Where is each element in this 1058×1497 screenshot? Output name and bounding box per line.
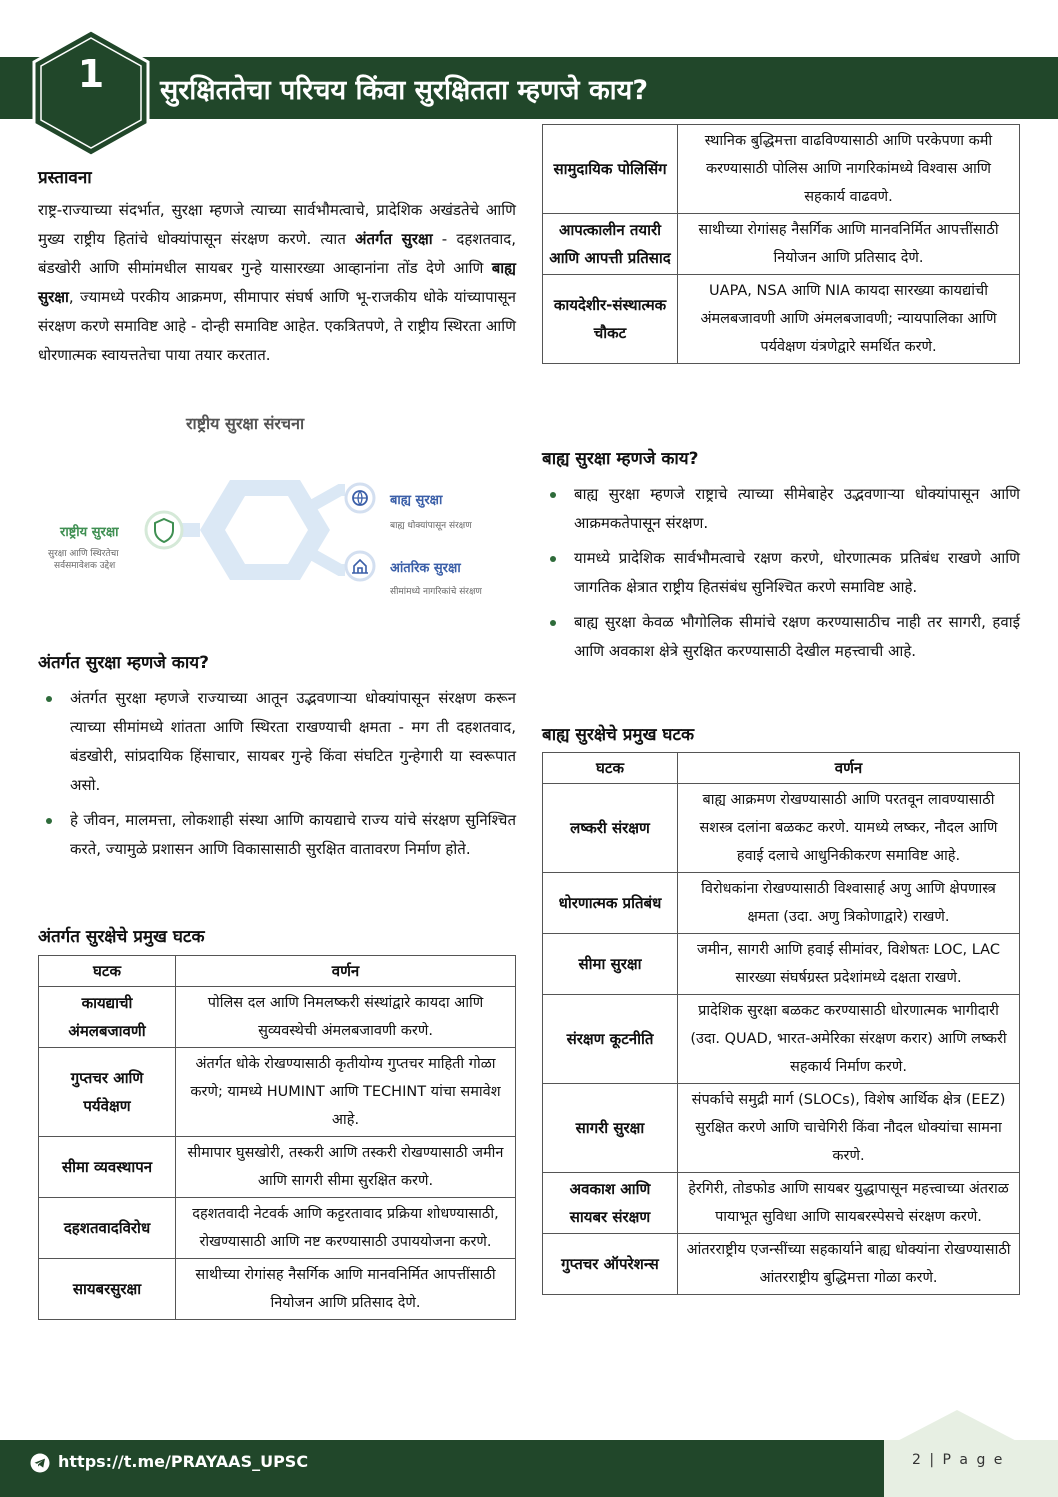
internal-components-table-continued	[542, 124, 1020, 364]
external-heading: बाह्य सुरक्षा म्हणजे काय?	[542, 449, 699, 469]
table-header: घटक	[543, 753, 678, 784]
table-row: गुप्तचर ऑपरेशन्स आंतरराष्ट्रीय एजन्सींच्या सहकार्याने बाह्य धोक्यांना रोखण्यासाठी आंतरराष्ट्रीय बुद्धिमत्ता गोळा करणे.	[543, 1234, 1020, 1295]
page-title: सुरक्षिततेचा परिचय किंवा सुरक्षितता म्हणजे काय?	[160, 75, 648, 106]
external-table-heading: बाह्य सुरक्षेचे प्रमुख घटक	[542, 725, 695, 745]
diagram-root-sub2: सर्वसमावेशक उद्देश	[54, 561, 116, 571]
intro-paragraph: राष्ट्र-राज्याच्या संदर्भात, सुरक्षा म्हणजे त्याच्या सार्वभौमत्वाचे, प्रादेशिक अखंडतेचे आणि मुख्य राष्ट्रीय हितांचे धोक्यांपासून संरक्षण करणे. त्यात अंतर्गत सुरक्षा - दहशतवाद, बंडखोरी आणि सीमांमधील सायबर गुन्हे यासारख्या आव्हानांना तोंड देणे आणि बाह्य सुरक्षा, ज्यामध्ये परकीय आक्रमण, सीमापार संघर्ष आणि भू-राजकीय धोके यांच्यापासून संरक्षण करणे समाविष्ट आहे - दोन्ही समाविष्ट आहेत. एकत्रितपणे, ते राष्ट्रीय स्थिरता आणि धोरणात्मक स्वायत्ततेचा पाया तयार करतात.	[38, 201, 516, 364]
telegram-link[interactable]: https://t.me/PRAYAAS_UPSC	[58, 1452, 309, 1471]
diagram-root-label: राष्ट्रीय सुरक्षा	[60, 525, 119, 540]
table-row: सीमा सुरक्षा जमीन, सागरी आणि हवाई सीमांवर, विशेषतः LOC, LAC सारख्या संघर्षग्रस्त प्रदेशांमध्ये दक्षता राखणे.	[543, 934, 1020, 995]
list-item: बाह्य सुरक्षा म्हणजे राष्ट्राचे त्याच्या सीमेबाहेर उद्भवणाऱ्या धोक्यांपासून आणि आक्रमकतेपासून संरक्षण.	[542, 480, 1020, 538]
table-row: दहशतवादविरोध दहशतवादी नेटवर्क आणि कट्टरतावाद प्रक्रिया शोधण्यासाठी, रोखण्यासाठी आणि नष्ट करण्यासाठी उपाययोजना करणे.	[39, 1198, 516, 1259]
list-item: अंतर्गत सुरक्षा म्हणजे राज्याच्या आतून उद्भवणाऱ्या धोक्यांपासून संरक्षण करून त्याच्या सीमांमध्ये शांतता आणि स्थिरता राखण्याची क्षमता - मग ती दहशतवाद, बंडखोरी, सांप्रदायिक हिंसाचार, सायबर गुन्हे किंवा संघटित गुन्हेगारी या स्वरूपात असो.	[38, 684, 516, 800]
table-row: धोरणात्मक प्रतिबंध विरोधकांना रोखण्यासाठी विश्वासार्ह अणु आणि क्षेपणास्त्र क्षमता (उदा. अणु त्रिकोणाद्वारे) राखणे.	[543, 873, 1020, 934]
external-components-table	[542, 752, 1020, 1295]
diagram-external-sub: बाह्य धोक्यांपासून संरक्षण	[390, 521, 472, 531]
internal-table-heading: अंतर्गत सुरक्षेचे प्रमुख घटक	[38, 927, 205, 947]
diagram-title: राष्ट्रीय सुरक्षा संरचना	[186, 414, 305, 433]
internal-components-table	[38, 955, 516, 1320]
table-row: संरक्षण कूटनीति प्रादेशिक सुरक्षा बळकट करण्यासाठी धोरणात्मक भागीदारी (उदा. QUAD, भारत-अमेरिका संरक्षण करार) आणि लष्करी सहकार्य निर्माण करणे.	[543, 995, 1020, 1084]
list-item: बाह्य सुरक्षा केवळ भौगोलिक सीमांचे रक्षण करण्यासाठीच नाही तर सागरी, हवाई आणि अवकाश क्षेत्रे सुरक्षित करण्यासाठी देखील महत्त्वाची आहे.	[542, 608, 1020, 666]
table-row: अवकाश आणि सायबर संरक्षण हेरगिरी, तोडफोड आणि सायबर युद्धापासून महत्त्वाच्या अंतराळ पायाभूत सुविधा आणि सायबरस्पेसचे संरक्षण करणे.	[543, 1173, 1020, 1234]
diagram-internal-sub: सीमांमध्ये नागरिकांचे संरक्षण	[390, 587, 482, 597]
table-row: लष्करी संरक्षण बाह्य आक्रमण रोखण्यासाठी आणि परतवून लावण्यासाठी सशस्त्र दलांना बळकट करणे. यामध्ये लष्कर, नौदल आणि हवाई दलाचे आधुनिकीकरण समाविष्ट आहे.	[543, 784, 1020, 873]
list-item: यामध्ये प्रादेशिक सार्वभौमत्वाचे रक्षण करणे, धोरणात्मक प्रतिबंध राखणे आणि जागतिक क्षेत्रात राष्ट्रीय हितसंबंध सुनिश्चित करणे समाविष्ट आहे.	[542, 544, 1020, 602]
table-row: कायद्याची अंमलबजावणी पोलिस दल आणि निमलष्करी संस्थांद्वारे कायदा आणि सुव्यवस्थेची अंमलबजावणी करणे.	[39, 987, 516, 1048]
diagram-external-label: बाह्य सुरक्षा	[390, 493, 443, 508]
table-row: सागरी सुरक्षा संपर्काचे समुद्री मार्ग (SLOCs), विशेष आर्थिक क्षेत्र (EEZ) सुरक्षित करणे आणि चाचेगिरी किंवा नौदल धोक्यांचा सामना करणे.	[543, 1084, 1020, 1173]
intro-heading: प्रस्तावना	[38, 168, 92, 188]
chapter-number: 1	[77, 52, 105, 96]
internal-heading: अंतर्गत सुरक्षा म्हणजे काय?	[38, 653, 209, 673]
security-structure-diagram	[40, 468, 520, 598]
list-item: हे जीवन, मालमत्ता, लोकशाही संस्था आणि कायद्याचे राज्य यांचे संरक्षण सुनिश्चित करते, ज्यामुळे प्रशासन आणि विकासासाठी सुरक्षित वातावरण निर्माण होते.	[38, 806, 516, 864]
table-row: आपत्कालीन तयारी आणि आपत्ती प्रतिसाद साथीच्या रोगांसह नैसर्गिक आणि मानवनिर्मित आपत्तींसाठी नियोजन आणि प्रतिसाद देणे.	[543, 214, 1020, 275]
external-bullets	[542, 480, 1020, 672]
table-header: घटक	[39, 956, 176, 987]
page-number-box	[884, 1440, 1058, 1497]
internal-bullets	[38, 684, 516, 870]
telegram-icon	[30, 1453, 50, 1473]
term-internal: अंतर्गत सुरक्षा	[355, 230, 433, 248]
diagram-internal-label: आंतरिक सुरक्षा	[390, 561, 461, 576]
table-row: सीमा व्यवस्थापन सीमापार घुसखोरी, तस्करी आणि तस्करी रोखण्यासाठी जमीन आणि सागरी सीमा सुरक्षित करणे.	[39, 1137, 516, 1198]
table-header: वर्णन	[176, 956, 516, 987]
term-external: बाह्य सुरक्षा	[38, 259, 516, 306]
table-header: वर्णन	[678, 753, 1020, 784]
table-row: सामुदायिक पोलिसिंग स्थानिक बुद्धिमत्ता वाढविण्यासाठी आणि परकेपणा कमी करण्यासाठी पोलिस आणि नागरिकांमध्ये विश्वास आणि सहकार्य वाढवणे.	[543, 125, 1020, 214]
table-row: कायदेशीर-संस्थात्मक चौकट UAPA, NSA आणि NIA कायदा सारख्या कायद्यांची अंमलबजावणी आणि अंमलबजावणी; न्यायपालिका आणि पर्यवेक्षण यंत्रणेद्वारे समर्थित करणे.	[543, 275, 1020, 364]
table-row: सायबरसुरक्षा साथीच्या रोगांसह नैसर्गिक आणि मानवनिर्मित आपत्तींसाठी नियोजन आणि प्रतिसाद देणे.	[39, 1259, 516, 1320]
page-number: 2 | P a g e	[912, 1452, 1005, 1468]
diagram-root-sub1: सुरक्षा आणि स्थिरतेचा	[48, 549, 119, 559]
table-row: गुप्तचर आणि पर्यवेक्षण अंतर्गत धोके रोखण्यासाठी कृतीयोग्य गुप्तचर माहिती गोळा करणे; यामध्ये HUMINT आणि TECHINT यांचा समावेश आहे.	[39, 1048, 516, 1137]
